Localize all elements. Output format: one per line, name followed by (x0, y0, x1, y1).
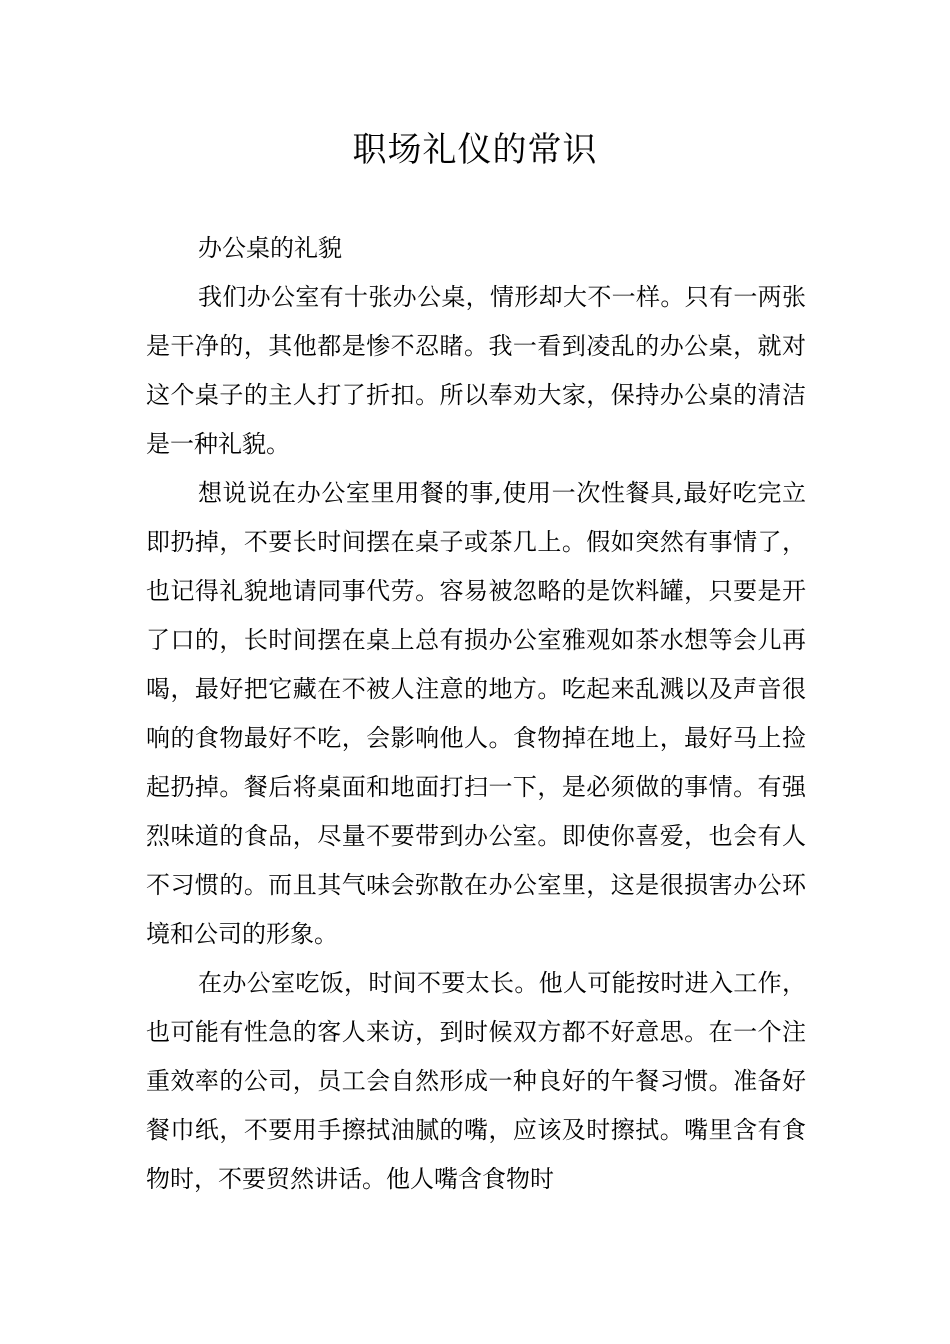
paragraph-meal-time: 在办公室吃饭，时间不要太长。他人可能按时进入工作，也可能有性急的客人来访，到时候双方都不好意思。在一个注重效率的公司，员工会自然形成一种良好的午餐习惯。准备好餐巾纸，不要用手擦拭油腻的嘴，应该及时擦拭。嘴里含有食物时，不要贸然讲话。他人嘴含食物时 (146, 969, 806, 1193)
document-title: 职场礼仪的常识 (352, 130, 598, 170)
document-body (146, 224, 806, 1204)
paragraph-office-dining: 想说说在办公室里用餐的事,使用一次性餐具,最好吃完立即扔掉，不要长时间摆在桌子或茶几上。假如突然有事情了，也记得礼貌地请同事代劳。容易被忽略的是饮料罐，只要是开了口的，长时间摆在桌上总有损办公室雅观如茶水想等会儿再喝，最好把它藏在不被人注意的地方。吃起来乱溅以及声音很响的食物最好不吃，会影响他人。食物掉在地上，最好马上捡起扔掉。餐后将桌面和地面打扫一下，是必须做的事情。有强烈味道的食品，尽量不要带到办公室。即使你喜爱，也会有人不习惯的。而且其气味会弥散在办公室里，这是很损害办公环境和公司的形象。 (146, 479, 806, 948)
section-heading: 办公桌的礼貌 (198, 234, 342, 262)
paragraph-desk-cleanliness: 我们办公室有十张办公桌，情形却大不一样。只有一两张是干净的，其他都是惨不忍睹。我一看到凌乱的办公桌，就对这个桌子的主人打了折扣。所以奉劝大家，保持办公桌的清洁是一种礼貌。 (146, 283, 806, 458)
